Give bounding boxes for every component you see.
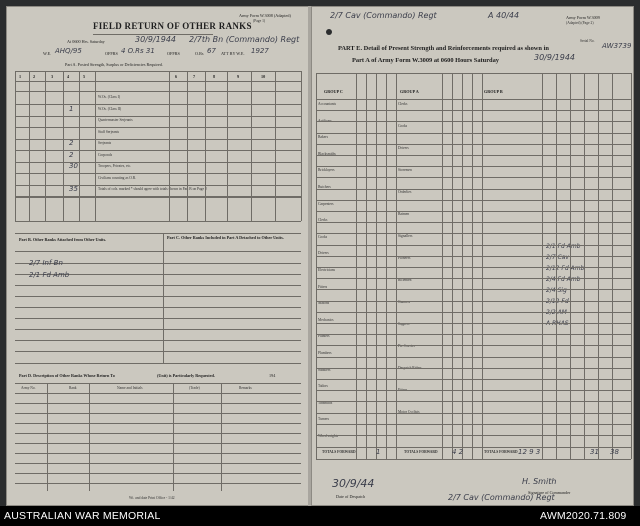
column-line bbox=[376, 73, 377, 459]
row-label: W.Os. (Class II) bbox=[98, 106, 122, 111]
part-d-heading-2: (Unit) is Particularly Requested. bbox=[157, 373, 215, 378]
part-b-heading: Part B. Other Ranks Attached from Other Units. bbox=[19, 237, 107, 242]
attached-unit-handwritten: A RHAS bbox=[546, 320, 569, 327]
total-5: 38 bbox=[610, 448, 619, 456]
print-footer: Wt. and date Print Office - 1/42 bbox=[129, 496, 175, 500]
row-label: Serjeants bbox=[98, 141, 112, 145]
rule-line bbox=[15, 340, 301, 341]
totals-label-3: TOTALS FORWARD bbox=[484, 450, 518, 454]
rule-line bbox=[15, 127, 301, 128]
column-line bbox=[472, 73, 473, 459]
rule-line bbox=[15, 473, 301, 474]
rule-line bbox=[15, 463, 301, 464]
trade-label: Artificers bbox=[318, 118, 332, 123]
part-d-col-trade: (Trade) bbox=[189, 386, 200, 390]
rule-line bbox=[15, 173, 301, 174]
part-c-heading: Part C. Other Ranks Included in Part A Detached to Other Units. bbox=[167, 235, 284, 240]
group-a-label: GROUP A bbox=[400, 89, 419, 94]
part-a-heading: Part A. Posted Strength, Surplus or Deficiencies Required. bbox=[65, 62, 163, 67]
caption-bar bbox=[0, 506, 640, 526]
part-d-col-rank: Rank bbox=[69, 386, 77, 390]
form-ref: Army Form W.3008 (Adapted) bbox=[239, 13, 291, 18]
rule-line bbox=[15, 443, 301, 444]
attached-unit-handwritten: 2/1 Fd Amb bbox=[546, 243, 581, 250]
column-number: 3 bbox=[51, 74, 54, 79]
totals-label-2: TOTALS FORWARD bbox=[404, 450, 438, 454]
we-handwritten: AHQ/95 bbox=[55, 47, 82, 55]
date-of-despatch-label: Date of Despatch bbox=[336, 494, 366, 499]
part-d-heading: Part D. Description of Other Ranks Whose Return To bbox=[19, 373, 115, 378]
trade-label: Butchers bbox=[318, 185, 331, 189]
trade-label: Storemen bbox=[398, 168, 412, 172]
trade-label: Saddlers bbox=[318, 367, 331, 372]
column-line bbox=[396, 73, 397, 459]
we-label: W.E. bbox=[43, 51, 52, 56]
form-page-right: (Adapted) (Page 2) bbox=[566, 21, 594, 25]
attached-unit-handwritten: 2/2 AM bbox=[546, 309, 567, 316]
row-label: Totals of cols. marked * should agree with totals shown in Part B on Page 2 bbox=[98, 187, 207, 191]
attached-unit-handwritten: 2/4 Fd Amb bbox=[546, 276, 581, 283]
column-line bbox=[356, 73, 357, 459]
trade-label: Riflemen bbox=[398, 278, 412, 282]
trade-label: Batmen bbox=[398, 212, 410, 216]
row-label: W.Os. (Class I) bbox=[98, 95, 121, 99]
attached-unit-handwritten: 2/12 Fd Amb bbox=[546, 265, 585, 272]
trade-label: Blacksmiths bbox=[318, 151, 336, 156]
caption-right: AWM2020.71.809 bbox=[540, 510, 627, 522]
att-label: ATT BY W.E. bbox=[221, 51, 245, 56]
trade-label: Fitters bbox=[318, 284, 328, 289]
attached-unit-handwritten: 2/4 Sig bbox=[546, 287, 567, 294]
unit-handwritten: 2/7th Bn (Commando) Regt bbox=[189, 35, 300, 44]
column-number: 8 bbox=[213, 74, 216, 79]
trade-label: Bakers bbox=[318, 135, 328, 140]
trade-label: Despatch Riders bbox=[398, 366, 422, 370]
column-number: 2 bbox=[33, 74, 36, 79]
column-number: 7 bbox=[193, 74, 196, 79]
ors-handwritten: 67 bbox=[207, 47, 216, 55]
ors-label: O.Rs bbox=[195, 51, 204, 56]
signature-label: Signature of Commander bbox=[528, 490, 571, 495]
column-line bbox=[542, 73, 543, 459]
part-e-title-2: Part A of Army Form W.3009 at 0600 Hours Saturday bbox=[352, 57, 499, 64]
serial-label: Serial No. bbox=[580, 39, 595, 43]
trade-label: Masons bbox=[318, 301, 330, 306]
rule-line bbox=[15, 413, 301, 414]
part-b-entry-2: 2/1 Fd Amb bbox=[29, 271, 70, 279]
column-line bbox=[366, 73, 367, 459]
rule-line bbox=[15, 104, 301, 105]
trade-label: Mechanics bbox=[318, 317, 334, 322]
trade-label: Drivers bbox=[318, 251, 329, 256]
column-line bbox=[386, 73, 387, 459]
rule-line bbox=[15, 150, 301, 151]
punch-hole bbox=[326, 29, 332, 35]
trade-label: Pioneers bbox=[398, 256, 411, 260]
date-handwritten: 30/9/1944 bbox=[135, 35, 177, 44]
trade-label: Sappers bbox=[398, 322, 410, 326]
column-line bbox=[631, 73, 632, 459]
column-line bbox=[612, 73, 613, 459]
signature-handwritten: H. Smith bbox=[522, 477, 557, 486]
column-number: 9 bbox=[237, 74, 240, 79]
row-value-handwritten: 1 bbox=[69, 104, 74, 113]
column-line bbox=[462, 73, 463, 459]
rule-line bbox=[15, 139, 301, 140]
trade-label: Wheelwrights bbox=[318, 434, 339, 438]
group-b-label: GROUP B bbox=[484, 89, 503, 94]
unit-signature-handwritten: 2/7 Cav (Commando) Regt bbox=[448, 493, 555, 502]
row-value-handwritten: 30 bbox=[69, 162, 78, 170]
form-ref-right: Army Form W.3009 bbox=[566, 15, 600, 20]
total-3: 12 9 3 bbox=[518, 448, 541, 456]
rule-line bbox=[15, 318, 301, 319]
trade-label: Clerks bbox=[318, 218, 328, 223]
trade-label: Orderlies bbox=[398, 190, 412, 194]
trade-label: Clerks bbox=[398, 102, 408, 106]
column-line bbox=[442, 73, 443, 459]
attached-unit-handwritten: 2/7 Cav bbox=[546, 254, 569, 261]
trade-label: Turners bbox=[318, 417, 330, 422]
trade-label: Pte. Lorries bbox=[398, 344, 415, 348]
total-2: 4 2 bbox=[452, 448, 464, 456]
row-label: Staff Serjeants bbox=[98, 129, 119, 134]
page-title: FIELD RETURN OF OTHER RANKS bbox=[93, 21, 252, 31]
trade-label: Fitters bbox=[398, 388, 408, 392]
offrs-handwritten: 4 O.Rs 31 bbox=[121, 47, 155, 55]
rule-line bbox=[15, 116, 301, 117]
part-b-entry-1: 2/7 Inf Bn bbox=[29, 259, 63, 267]
row-label: Quartermaster Serjeants bbox=[98, 118, 133, 122]
caption-left: AUSTRALIAN WAR MEMORIAL bbox=[4, 510, 161, 522]
column-line bbox=[570, 73, 571, 459]
trade-label: Bricklayers bbox=[318, 168, 335, 173]
rule-line bbox=[15, 351, 301, 352]
rule-line bbox=[15, 329, 301, 330]
totals-label-1: TOTALS FORWARD bbox=[322, 450, 356, 454]
rule-line bbox=[15, 307, 301, 308]
total-4: 31 bbox=[590, 448, 599, 456]
row-value-handwritten: 2 bbox=[69, 139, 74, 147]
rule-line bbox=[15, 453, 301, 454]
offrs-label: OFFRS bbox=[105, 51, 118, 56]
trade-label: Motor Cyclists bbox=[398, 410, 420, 414]
title-handwritten: AW3739 bbox=[602, 42, 632, 50]
left-page bbox=[6, 6, 309, 506]
part-d-year: 194 bbox=[269, 373, 276, 378]
despatch-date-handwritten: 30/9/44 bbox=[332, 477, 375, 490]
rule-line bbox=[15, 483, 301, 484]
rule-line bbox=[15, 423, 301, 424]
trade-label: Signallers bbox=[398, 234, 413, 238]
part-d-col-army-no: Army No. bbox=[21, 386, 36, 390]
column-number: 1 bbox=[19, 74, 22, 79]
column-number: 4 bbox=[67, 74, 70, 79]
trade-label: Cooks bbox=[318, 234, 328, 239]
column-line bbox=[452, 73, 453, 459]
offrs2-label: OFFRS bbox=[167, 51, 180, 56]
row-label: Troopers, Privates, etc. bbox=[98, 164, 132, 168]
trade-label: Tinsmiths bbox=[318, 400, 333, 405]
rule-line bbox=[15, 162, 301, 163]
row-label: Civilians counting as O.R. bbox=[98, 175, 137, 180]
part-d-col-name: Name and Initials bbox=[117, 386, 143, 390]
total-1: 1 bbox=[376, 448, 381, 456]
column-line bbox=[556, 73, 557, 459]
group-c-label: GROUP C bbox=[324, 89, 343, 94]
unit-handwritten-top: 2/7 Cav (Commando) Regt bbox=[330, 11, 437, 20]
part-d-col-remarks: Remarks bbox=[239, 386, 252, 390]
attached-unit-handwritten: 2/12 Fd bbox=[546, 298, 569, 305]
trade-label: Cooks bbox=[398, 124, 408, 128]
trade-label: Tailors bbox=[318, 384, 328, 389]
trade-label: Electricians bbox=[318, 268, 335, 272]
att-handwritten: 1927 bbox=[251, 47, 269, 55]
rule-line bbox=[15, 185, 301, 186]
file-handwritten: A 40/44 bbox=[488, 11, 520, 20]
date-line: At 0600 Hrs. Saturday bbox=[67, 39, 105, 44]
column-number: 6 bbox=[175, 74, 178, 79]
date-handwritten-right: 30/9/1944 bbox=[534, 53, 576, 62]
trade-label: Drivers bbox=[398, 146, 409, 150]
rule-line bbox=[15, 433, 301, 434]
form-page: (Page 1) bbox=[253, 19, 266, 23]
trade-label: Gunners bbox=[398, 300, 411, 304]
trade-label: Plumbers bbox=[318, 351, 332, 355]
rule-line bbox=[15, 403, 301, 404]
column-number: 5 bbox=[83, 74, 86, 79]
rule-line bbox=[15, 296, 301, 297]
right-page bbox=[311, 6, 634, 506]
column-line bbox=[584, 73, 585, 459]
document-sheet bbox=[6, 6, 634, 506]
column-line bbox=[598, 73, 599, 459]
part-e-title: PART E. Detail of Present Strength and Reinforcements required as shown in bbox=[338, 45, 549, 52]
column-line bbox=[316, 73, 317, 459]
row-label: Corporals bbox=[98, 152, 113, 157]
column-number: 10 bbox=[261, 74, 266, 79]
trade-label: Carpenters bbox=[318, 201, 334, 206]
rule-line bbox=[15, 285, 301, 286]
trade-label: Painters bbox=[318, 334, 330, 339]
row-value-handwritten: 2 bbox=[69, 150, 74, 159]
trade-label: Accountants bbox=[318, 102, 336, 106]
column-line bbox=[482, 73, 483, 459]
row-value-handwritten: 35 bbox=[69, 185, 78, 193]
